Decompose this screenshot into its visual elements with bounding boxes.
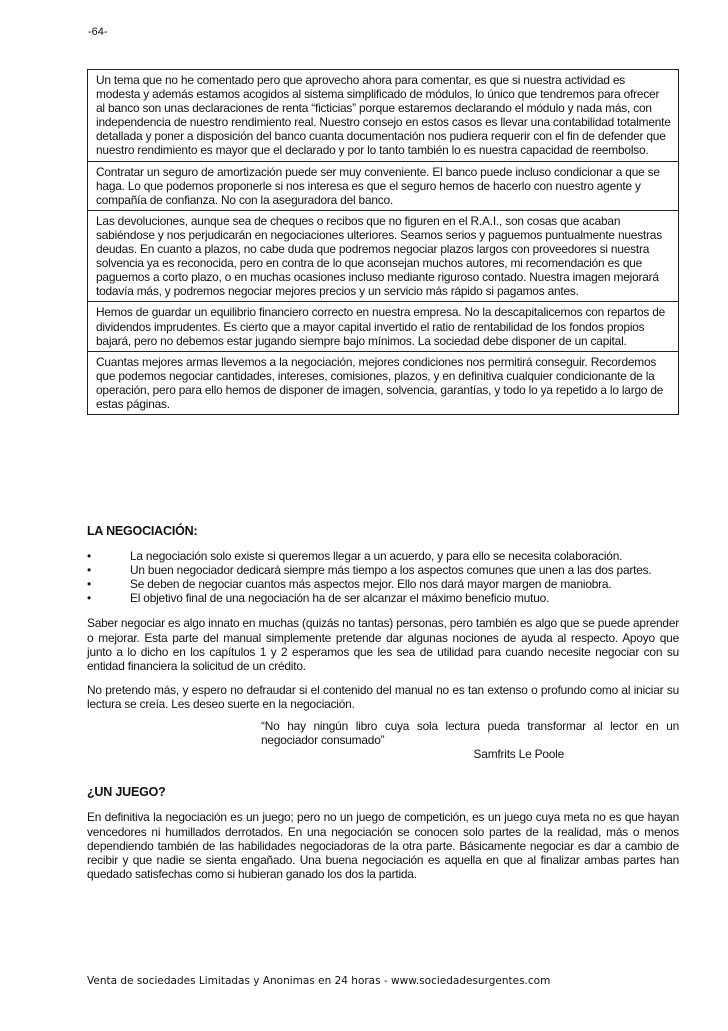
advice-box: Cuantas mejores armas llevemos a la negociación, mejores condiciones nos permitirá conseguir. Recordemos que podemos negociar cantidades, intereses, comisiones, plazos, y en definitiva cualquier condicionante de la operación, pero para ello hemos de disponer de imagen, solvencia, garantías, y todo lo ya repetido a lo largo de estas páginas. — [88, 351, 678, 414]
advice-box: Hemos de guardar un equilibrio financiero correcto en nuestra empresa. No la descapitalicemos con repartos de dividendos imprudentes. Es cierto que a mayor capital invertido el ratio de rentabilidad de los fondos propios bajará, pero no debemos estar jugando siempre bajo mínimos. La sociedad debe disponer de un capital. — [88, 301, 678, 350]
paragraph: En definitiva la negociación es un juego; pero no un juego de competición, es un juego cuya meta no es que hayan vencedores ni humillados derrotados. En una negociación se conocen solo partes de la realidad, más o menos dependiendo también de las habilidades negociadoras de la otra parte. Básicamente negociar es dar a cambio de recibir y que nadie se sienta engañado. Una buena negociación es aquella en que al finalizar ambas partes han quedado satisfechas como si hubieran ganado los dos la partida. — [87, 810, 679, 881]
advice-box: Un tema que no he comentado pero que aprovecho ahora para comentar, es que si nuestra actividad es modesta y además estamos acogidos al sistema simplificado de módulos, lo único que tendremos para ofrecer al banco son unas declaraciones de renta “ficticias” porque estaremos declarando el módulo y nada más, con independencia de nuestro rendimiento real. Nuestro consejo en estos casos es llevar una contabilidad totalmente detallada y poner a disposición del banco cuanta documentación nos pudiera requerir con el fin de defender que nuestro rendimiento es mayor que el declarado y por lo tanto también lo es nuestra capacidad de reembolso. — [96, 73, 671, 158]
advice-box: Contratar un seguro de amortización puede ser muy conveniente. El banco puede incluso condicionar a que se haga. Lo que podemos proponerle si nos interesa es que el seguro hemos de hacerlo con nuestro agente y compañía de confianza. No con la aseguradora del banco. — [88, 161, 678, 210]
bullet-icon: • — [87, 591, 91, 606]
quote-author: Samfrits Le Poole — [473, 747, 564, 762]
bullet-list — [87, 549, 679, 605]
list-item — [87, 549, 679, 563]
list-item-text: La negociación solo existe si queremos llegar a un acuerdo, y para ello se necesita colaboración. — [130, 549, 623, 564]
advice-boxes — [87, 69, 679, 415]
section-title-negociacion: LA NEGOCIACIÓN: — [87, 524, 198, 538]
footer: Venta de sociedades Limitadas y Anonimas en 24 horas - www.sociedadesurgentes.com — [87, 975, 551, 987]
main-content — [87, 524, 679, 891]
list-item-text: Un buen negociador dedicará siempre más tiempo a los aspectos comunes que unen a las dos partes. — [130, 563, 652, 578]
list-item-text: Se deben de negociar cuantos más aspectos mejor. Ello nos dará mayor margen de maniobra. — [130, 577, 612, 592]
paragraph: No pretendo más, y espero no defraudar si el contenido del manual no es tan extenso o profundo como al iniciar su lectura se creía. Les deseo suerte en la negociación. — [87, 682, 679, 711]
list-item — [87, 577, 679, 591]
quote: “No hay ningún libro cuya sola lectura pueda transformar al lector en un negociador consumado” — [261, 719, 679, 748]
list-item — [87, 591, 679, 605]
section-title-juego: ¿UN JUEGO? — [87, 785, 166, 800]
bullet-icon: • — [87, 549, 91, 564]
bullet-icon: • — [87, 563, 91, 578]
page-number: -64- — [88, 26, 108, 38]
list-item-text: El objetivo final de una negociación ha de ser alcanzar el máximo beneficio mutuo. — [130, 591, 550, 606]
paragraph: Saber negociar es algo innato en muchas (quizás no tantas) personas, pero también es algo que se puede aprender o mejorar. Esta parte del manual simplemente pretende dar algunas nociones de ayuda al respecto. Apoyo que junto a lo dicho en los capítulos 1 y 2 esperamos que les sea de utilidad para cuando necesite negociar con su entidad financiera la solicitud de un crédito. — [87, 616, 679, 673]
bullet-icon: • — [87, 577, 91, 592]
advice-box: Las devoluciones, aunque sea de cheques o recibos que no figuren en el R.A.I., son cosas que acaban sabiéndose y nos perjudicarán en negociaciones ulteriores. Seamos serios y paguemos puntualmente nuestras deudas. En cuanto a plazos, no cabe duda que podremos negociar plazos largos con proveedores si nuestra solvencia ya es reconocida, pero en contra de lo que aconsejan muchos autores, mi recomendación es que paguemos a corto plazo, o en muchas ocasiones incluso mediante riguroso contado. Nuestra imagen mejorará todavía más, y podremos negociar mejores precios y un servicio más rápido si pagamos antes. — [88, 210, 678, 302]
list-item — [87, 563, 679, 577]
